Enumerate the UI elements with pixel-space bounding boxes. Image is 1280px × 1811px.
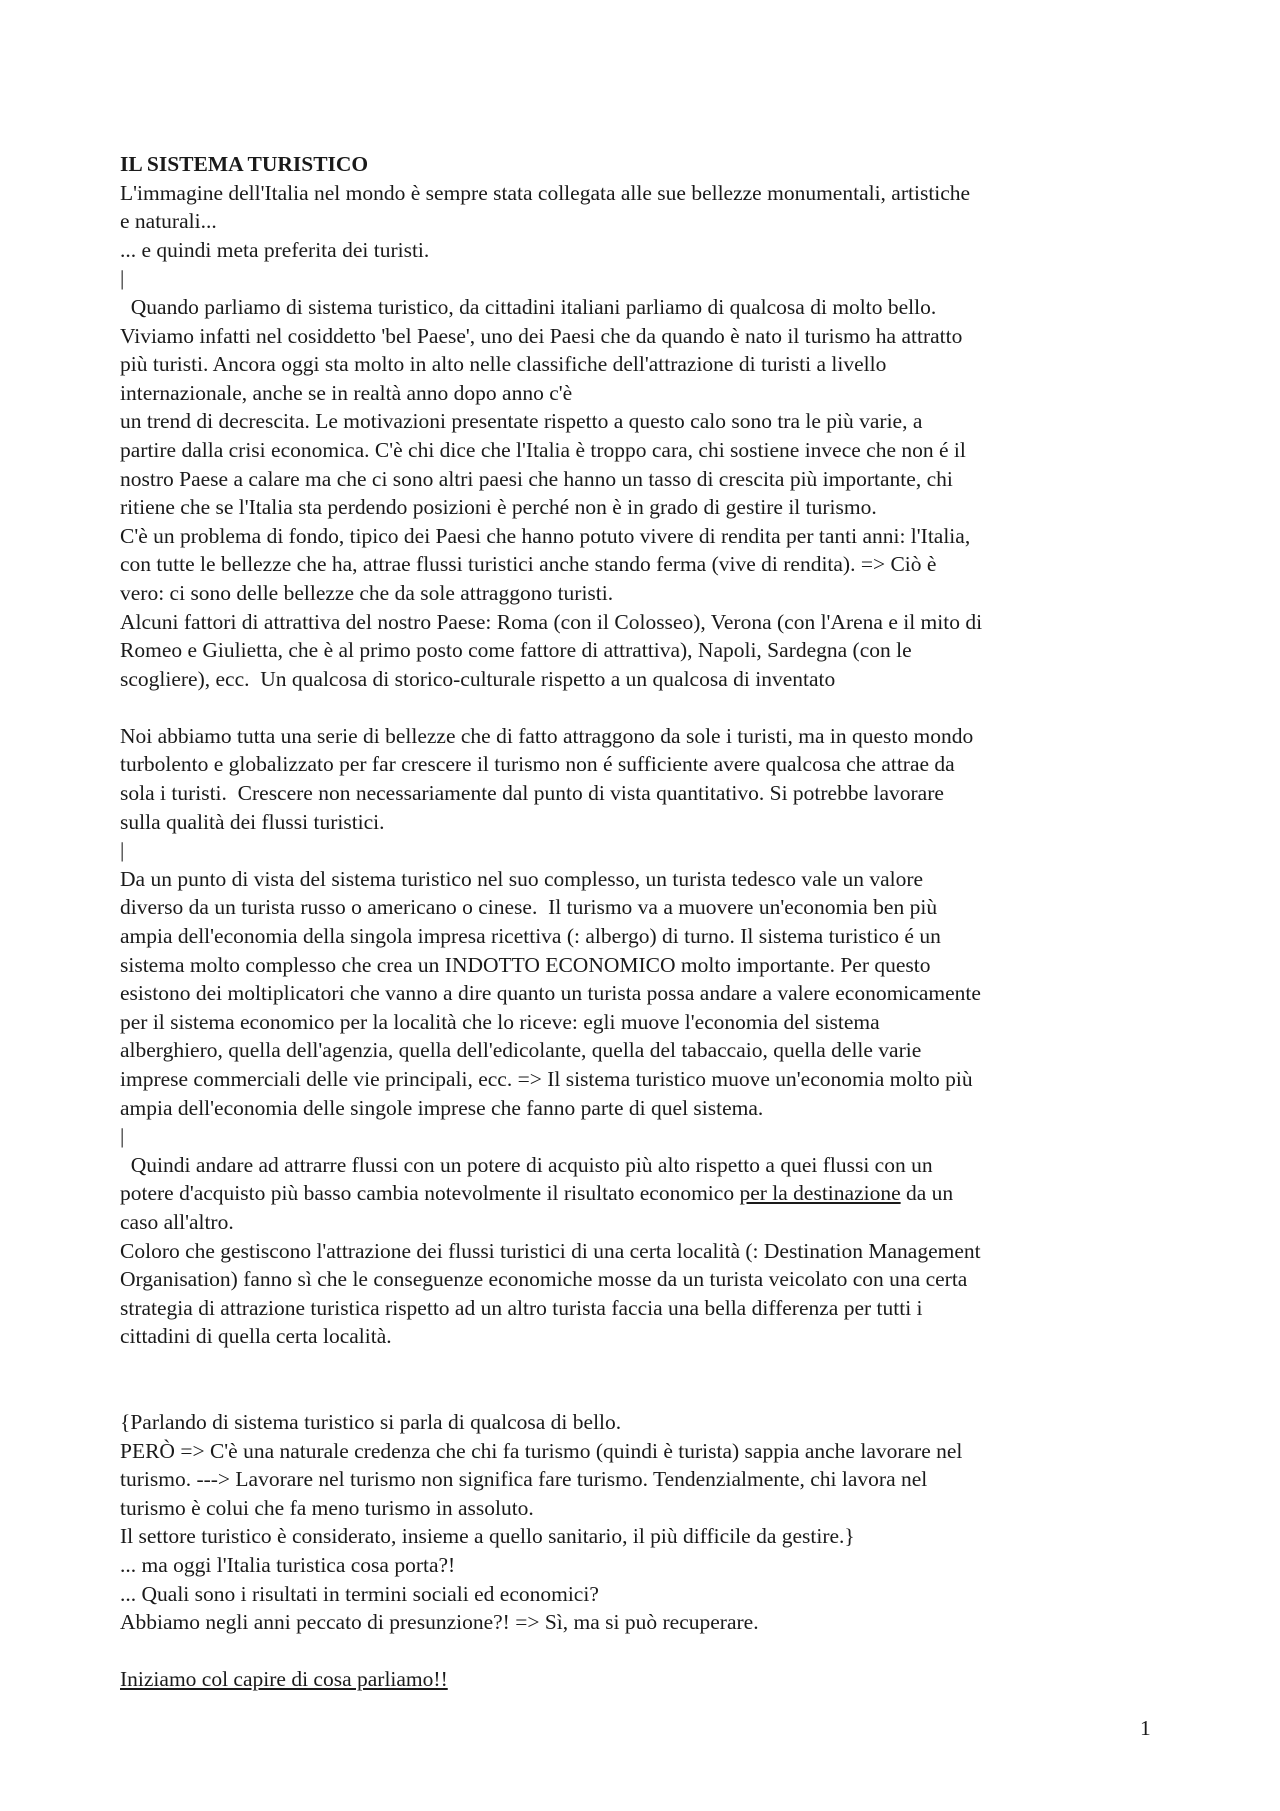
text-line: ampia dell'economia della singola impresa ricettiva (: albergo) di turno. Il sistema turistico é un <box>120 924 941 949</box>
text-line: con tutte le bellezze che ha, attrae flussi turistici anche stando ferma (vive di rendita). => Ciò è <box>120 552 937 577</box>
text-line: C'è un problema di fondo, tipico dei Paesi che hanno potuto vivere di rendita per tanti anni: l'Italia, <box>120 523 971 548</box>
text-line: cittadini di quella certa località. <box>120 1324 392 1349</box>
text-line: ritiene che se l'Italia sta perdendo posizioni è perché non è in grado di gestire il turismo. <box>120 495 877 520</box>
page-number: 1 <box>1140 1716 1151 1740</box>
text-line: Da un punto di vista del sistema turistico nel suo complesso, un turista tedesco vale un valore <box>120 866 924 891</box>
text-line: caso all'altro. <box>120 1209 234 1234</box>
blank-line <box>120 693 1170 722</box>
text-line: ampia dell'economia delle singole imprese che fanno parte di quel sistema. <box>120 1095 764 1120</box>
text-line: turismo. ---> Lavorare nel turismo non significa fare turismo. Tendenzialmente, chi lavora nel <box>120 1467 928 1492</box>
text-line-destination <box>120 1179 1170 1208</box>
text-line: {Parlando di sistema turistico si parla di qualcosa di bello. <box>120 1409 622 1434</box>
text-line: internazionale, anche se in realtà anno dopo anno c'è <box>120 380 573 405</box>
text-line: | <box>120 838 125 863</box>
spacer <box>120 1637 1170 1666</box>
text-line: Quando parliamo di sistema turistico, da cittadini italiani parliamo di qualcosa di molto bello. <box>120 294 937 319</box>
text-line: più turisti. Ancora oggi sta molto in alto nelle classifiche dell'attrazione di turisti a livello <box>120 352 887 377</box>
text-line: per il sistema economico per la località che lo riceve: egli muove l'economia del sistema <box>120 1009 880 1034</box>
text-line: esistono dei moltiplicatori che vanno a dire quanto un turista possa andare a valere economicamente <box>120 981 981 1006</box>
document-title: IL SISTEMA TURISTICO <box>120 152 369 176</box>
text-line: Noi abbiamo tutta una serie di bellezze che di fatto attraggono da sole i turisti, ma in questo mondo <box>120 723 974 748</box>
text-line: Viviamo infatti nel cosiddetto 'bel Paese', uno dei Paesi che da quando è nato il turismo ha attratto <box>120 323 963 348</box>
text-line: Abbiamo negli anni peccato di presunzione?! => Sì, ma si può recuperare. <box>120 1610 759 1635</box>
text-line: Quindi andare ad attrarre flussi con un potere di acquisto più alto rispetto a quei flussi con un <box>120 1152 933 1177</box>
spacer <box>120 1351 1170 1408</box>
text-line: | <box>120 266 125 291</box>
text-line: Coloro che gestiscono l'attrazione dei flussi turistici di una certa località (: Destination Management <box>120 1238 981 1263</box>
text-line: vero: ci sono delle bellezze che da sole attraggono turisti. <box>120 580 614 605</box>
text-line: ... ma oggi l'Italia turistica cosa porta?! <box>120 1552 456 1577</box>
text-line: ... e quindi meta preferita dei turisti. <box>120 237 430 262</box>
text-line: diverso da un turista russo o americano o cinese. Il turismo va a muovere un'economia ben più <box>120 895 938 920</box>
text-line: sistema molto complesso che crea un INDOTTO ECONOMICO molto importante. Per questo <box>120 952 931 977</box>
text-line: strategia di attrazione turistica rispetto ad un altro turista faccia una bella differenza per tutti i <box>120 1295 923 1320</box>
text-line: sola i turisti. Crescere non necessariamente dal punto di vista quantitativo. Si potrebbe lavorare <box>120 781 944 806</box>
text-line: | <box>120 1124 125 1149</box>
text-line: e naturali... <box>120 209 217 234</box>
text-line: imprese commerciali delle vie principali, ecc. => Il sistema turistico muove un'economia molto più <box>120 1067 973 1091</box>
text-line: un trend di decrescita. Le motivazioni presentate rispetto a questo calo sono tra le più varie, a <box>120 409 923 434</box>
text-line: turismo è colui che fa meno turismo in assoluto. <box>120 1495 534 1520</box>
text-line: alberghiero, quella dell'agenzia, quella dell'edicolante, quella del tabaccaio, quella delle varie <box>120 1038 922 1063</box>
text-line: ... Quali sono i risultati in termini sociali ed economici? <box>120 1581 599 1606</box>
text-line: nostro Paese a calare ma che ci sono altri paesi che hanno un tasso di crescita più importante, chi <box>120 466 953 491</box>
text-line: L'immagine dell'Italia nel mondo è sempre stata collegata alle sue bellezze monumentali, artistiche <box>120 180 971 205</box>
text-line: scogliere), ecc. Un qualcosa di storico-culturale rispetto a un qualcosa di inventato <box>120 666 836 691</box>
text-segment: potere d'acquisto più basso cambia notevolmente il risultato economico <box>120 1181 740 1206</box>
text-line: Il settore turistico è considerato, insieme a quello sanitario, il più difficile da gestire.} <box>120 1524 855 1549</box>
closing-line: Iniziamo col capire di cosa parliamo!! <box>120 1667 448 1692</box>
text-line: Romeo e Giulietta, che è al primo posto come fattore di attrattiva), Napoli, Sardegna (con le <box>120 638 912 663</box>
text-line: partire dalla crisi economica. C'è chi dice che l'Italia è troppo cara, chi sostiene invece che non é il <box>120 437 966 462</box>
text-line: PERÒ => C'è una naturale credenza che chi fa turismo (quindi è turista) sappia anche lavorare nel <box>120 1438 963 1463</box>
text-line: Alcuni fattori di attrattiva del nostro Paese: Roma (con il Colosseo), Verona (con l'Arena e il mito di <box>120 609 983 634</box>
underlined-phrase: per la destinazione <box>739 1181 901 1206</box>
document-page <box>120 150 1170 1694</box>
text-line: sulla qualità dei flussi turistici. <box>120 809 385 834</box>
text-segment: da un <box>900 1181 954 1206</box>
text-line: Organisation) fanno sì che le conseguenze economiche mosse da un turista veicolato con una certa <box>120 1267 968 1292</box>
text-line: turbolento e globalizzato per far crescere il turismo non é sufficiente avere qualcosa che attrae da <box>120 752 955 777</box>
